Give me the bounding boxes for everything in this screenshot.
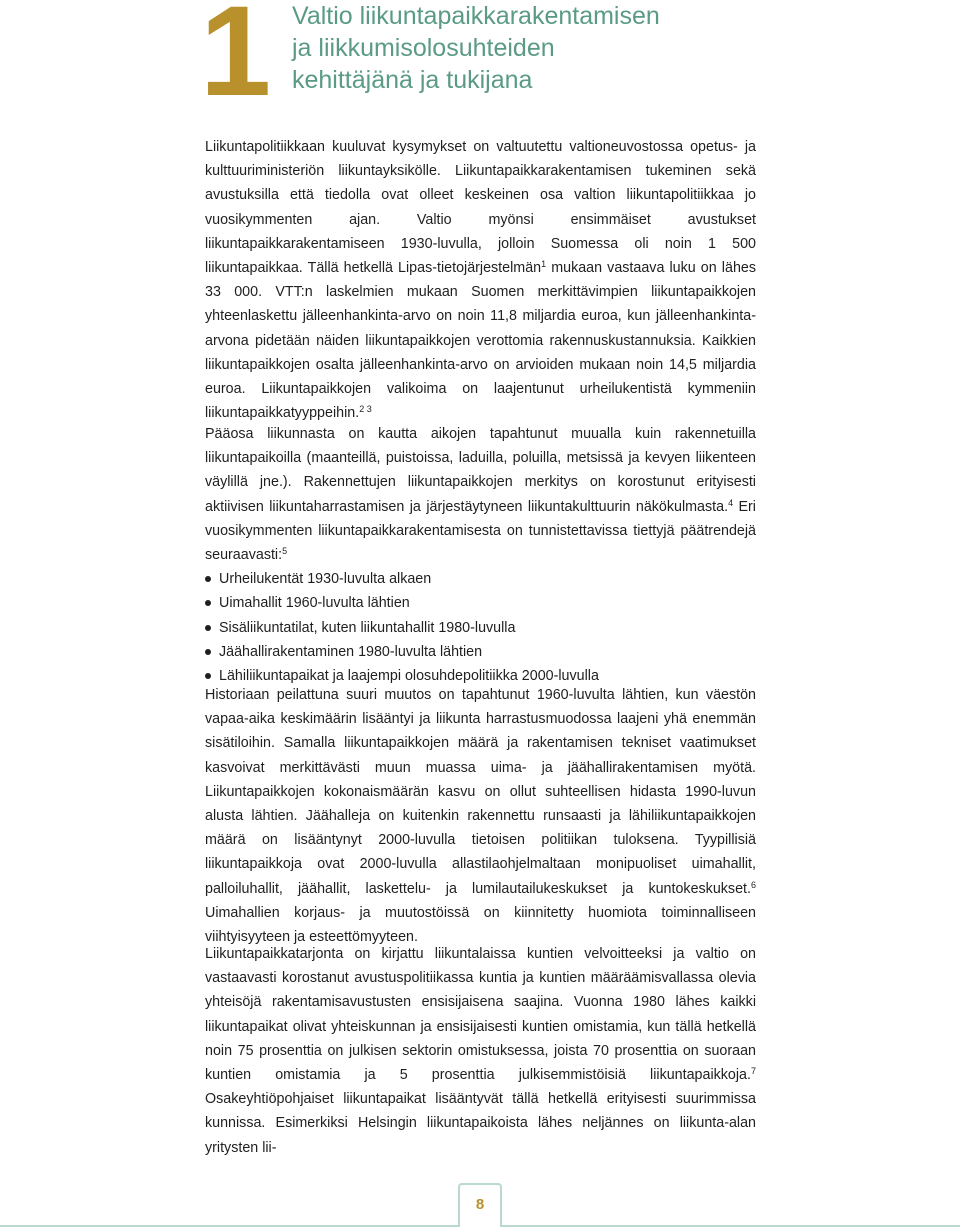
chapter-title-line: ja liikkumisolosuhteiden <box>292 34 555 62</box>
list-item: Sisäliikuntatilat, kuten liikuntahallit 1980-luvulla <box>205 616 756 640</box>
footnote-ref: 2 3 <box>359 404 372 415</box>
footnote-ref: 5 <box>282 546 288 557</box>
footnote-ref: 6 <box>750 879 756 890</box>
chapter-title-line: kehittäjänä ja tukijana <box>292 66 533 94</box>
chapter-number: 1 <box>200 0 272 123</box>
paragraph-text: Liikuntapolitiikkaan kuuluvat kysymykset on valtuutettu valtioneuvostossa opetus- ja kulttuuriministeriön liikuntayksikölle. Liikuntapaikkarakentamisen tukeminen sekä avustuksilla että tiedolla ovat olleet keskeinen osa valtion liikuntapolitiikkaa jo vuosikymmenten ajan. Valtio myönsi ensimmäiset avustukset liikuntapaikkarakentamiseen 1930-luvulla, jolloin Suomessa oli noin 1 500 liikuntapaikkaa. Tällä hetkellä Lipas-tietojärjestelmän <box>205 139 756 277</box>
bullet-icon <box>205 600 211 606</box>
chapter-title <box>292 0 660 96</box>
trend-list <box>205 567 756 688</box>
paragraph-4 <box>205 942 756 1160</box>
bullet-icon <box>205 625 211 631</box>
list-item: Urheilukentät 1930-luvulta alkaen <box>205 567 756 591</box>
chapter-title-line: Valtio liikuntapaikkarakentamisen <box>292 2 660 30</box>
paragraph-1 <box>205 135 756 425</box>
paragraph-3 <box>205 683 756 949</box>
paragraph-text: Eri vuosikymmenten liikuntapaikkarakentamisesta on tunnistettavissa tiettyjä päätrendejä seuraavasti: <box>205 498 756 564</box>
list-item: Lähiliikuntapaikat ja laajempi olosuhdepolitiikka 2000-luvulla <box>205 664 756 688</box>
list-item: Uimahallit 1960-luvulta lähtien <box>205 591 756 615</box>
footnote-ref: 4 <box>728 497 734 508</box>
paragraph-text: Historiaan peilattuna suuri muutos on tapahtunut 1960-luvulta lähtien, kun väestön vapaa-aika keskimäärin lisääntyi ja liikunta harrastusmuodossa laajeni yhä enemmän sisätiloihin. Samalla liikuntapaikkojen määrä ja rakentamisen tekniset vaatimukset kasvoivat merkittävästi muun muassa uima- ja jäähallirakentamisen myötä. Liikuntapaikkojen kokonaismäärän kasvu on ollut suhteellisen hidasta 1990-luvun alusta lähtien. Jäähalleja on kuitenkin rakennettu runsaasti ja lähiliikuntapaikkojen määrä on lisääntynyt 2000-luvulla tietoisen politiikan tuloksena. Tyypillisiä liikuntapaikkoja ovat 2000-luvulla allastilaohjelmaltaan monipuoliset uimahallit, palloiluhallit, jäähallit, laskettelu- ja lumilautailukeskukset ja kuntokeskukset. <box>205 687 756 897</box>
footnote-ref: 7 <box>750 1066 756 1077</box>
paragraph-text: Uimahallien korjaus- ja muutostöissä on kiinnitetty huomiota toiminnalliseen viihtyisyyteen ja esteettömyyteen. <box>205 904 756 946</box>
footnote-ref: 1 <box>541 259 547 270</box>
paragraph-text: Osakeyhtiöpohjaiset liikuntapaikat lisääntyvät tällä hetkellä erityisesti suurimmissa kunnissa. Esimerkiksi Helsingin liikuntapaikoista lähes neljännes on liikunta-alan yritysten lii- <box>205 1091 756 1156</box>
paragraph-text: mukaan vastaava luku on lähes 33 000. VTT:n laskelmien mukaan Suomen merkittävimpien liikuntapaikkojen yhteenlaskettu jälleenhankinta-arvo on noin 11,8 miljardia euroa, kun jälleenhankinta-arvona pidetään näiden liikuntapaikkojen verottomia rakennuskustannuksia. Kaikkien liikuntapaikkojen osalta jälleenhankinta-arvo on arvioiden mukaan noin 14,5 miljardia euroa. Liikuntapaikkojen valikoima on laajentunut urheilukentistä kymmeniin liikuntapaikkatyyppeihin. <box>205 260 756 422</box>
page-number: 8 <box>458 1183 502 1227</box>
bullet-icon <box>205 673 211 679</box>
paragraph-2 <box>205 422 756 688</box>
list-item: Jäähallirakentaminen 1980-luvulta lähtien <box>205 640 756 664</box>
paragraph-text: Pääosa liikunnasta on kautta aikojen tapahtunut muualla kuin rakennetuilla liikuntapaikoilla (maanteillä, puistoissa, laduilla, poluilla, metsissä ja kevyen liikenteen väylillä jne.). Rakennettujen liikuntapaikkojen merkitys on korostunut erityisesti aktiivisen liikuntaharrastamisen ja järjestäytyneen liikuntakulttuurin näkökulmasta. <box>205 426 756 515</box>
bullet-icon <box>205 649 211 655</box>
bullet-icon <box>205 576 211 582</box>
paragraph-text: Liikuntapaikkatarjonta on kirjattu liikuntalaissa kuntien velvoitteeksi ja valtio on vastaavasti korostanut avustuspolitiikassa kuntia ja kuntien määräämisvallassa olevia yhteisöjä rakentamisavustusten ensisijaisena saajina. Vuonna 1980 lähes kaikki liikuntapaikat olivat yhteiskunnan ja ensisijaisesti kuntien omistamia, kun tällä hetkellä noin 75 prosenttia on julkisen sektorin omistuksessa, joista 70 prosenttia on suoraan kuntien omistamia ja 5 prosenttia julkisemmistöisiä liikuntapaikkoja. <box>205 946 756 1084</box>
